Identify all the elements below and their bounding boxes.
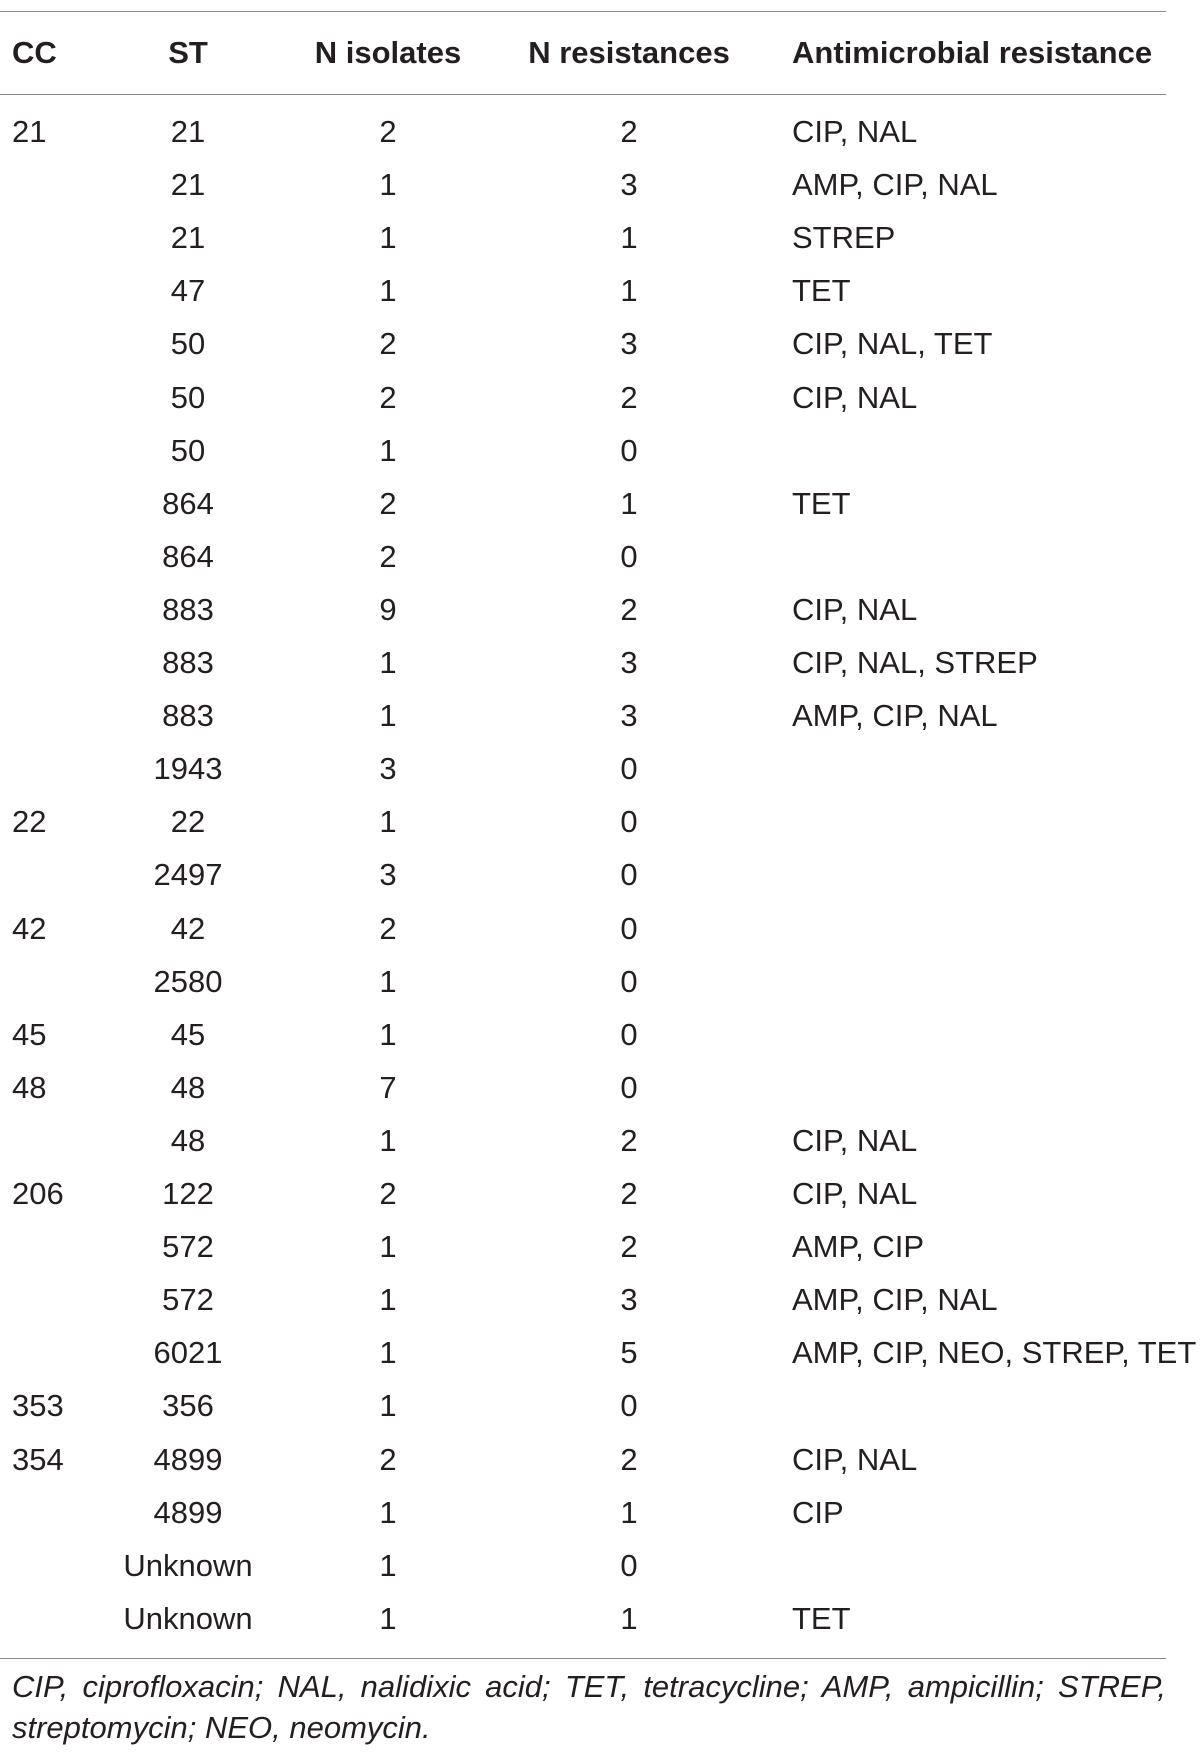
cell-antimicrobial-resistance: AMP, CIP, NAL (792, 167, 998, 203)
cell-n-isolates: 1 (379, 1494, 397, 1530)
cell-antimicrobial-resistance: CIP, NAL, STREP (792, 645, 1038, 680)
header-cc: CC (12, 35, 57, 70)
cell-n-resistances: 0 (620, 538, 638, 574)
cell-n-isolates: 1 (379, 432, 397, 468)
cell-antimicrobial-resistance: AMP, CIP (792, 1229, 925, 1265)
cell-n-resistances: 0 (620, 857, 638, 893)
table-header-row (0, 26, 1200, 79)
top-rule (0, 11, 1166, 12)
header-n-resistances: N resistances (528, 35, 730, 70)
cell-n-resistances: 2 (620, 114, 638, 149)
cell-n-resistances: 0 (620, 1069, 638, 1105)
cell-n-resistances: 2 (620, 1229, 638, 1265)
cell-st: 6021 (153, 1335, 223, 1371)
cell-st: 48 (170, 1069, 206, 1105)
table-row (0, 1326, 1200, 1379)
cell-n-isolates: 1 (379, 1016, 397, 1052)
cell-n-resistances: 0 (620, 910, 638, 946)
cell-n-isolates: 1 (379, 698, 397, 734)
cell-n-resistances: 5 (620, 1335, 638, 1371)
cell-n-isolates: 1 (379, 220, 397, 256)
cell-n-isolates: 3 (379, 857, 397, 893)
cell-n-resistances: 3 (620, 1282, 638, 1318)
cell-n-isolates: 1 (379, 804, 397, 840)
cell-antimicrobial-resistance: TET (792, 273, 851, 309)
cell-n-resistances: 0 (620, 963, 638, 999)
table-row (0, 317, 1200, 370)
cell-n-isolates: 7 (379, 1069, 397, 1105)
cell-antimicrobial-resistance: CIP, NAL (792, 1176, 918, 1211)
table-row (0, 424, 1200, 477)
cell-n-resistances: 2 (620, 1441, 638, 1477)
cell-st: 883 (162, 698, 214, 734)
cell-n-isolates: 1 (379, 273, 397, 309)
cell-n-isolates: 1 (379, 1600, 397, 1636)
table-row (0, 1167, 1200, 1220)
cell-n-isolates: 1 (379, 1547, 397, 1583)
table-row (0, 742, 1200, 795)
cell-st: 864 (162, 485, 214, 521)
table-row (0, 1220, 1200, 1273)
table-row (0, 158, 1200, 211)
cell-antimicrobial-resistance: CIP, NAL (792, 591, 918, 627)
table-row (0, 1061, 1200, 1114)
cell-n-isolates: 1 (379, 1282, 397, 1318)
cell-n-isolates: 1 (379, 167, 397, 203)
table-row (0, 1486, 1200, 1539)
cell-st: 22 (170, 804, 206, 840)
cell-n-resistances: 1 (620, 273, 638, 309)
table-row (0, 848, 1200, 901)
cell-antimicrobial-resistance: CIP, NAL, TET (792, 326, 993, 362)
cell-antimicrobial-resistance: AMP, CIP, NAL (792, 698, 998, 734)
cell-cc: 21 (12, 114, 47, 149)
cell-st: 356 (162, 1388, 214, 1424)
header-n-isolates: N isolates (314, 35, 462, 70)
table-row (0, 1273, 1200, 1326)
cell-n-resistances: 0 (620, 1388, 638, 1424)
bottom-rule (0, 1658, 1166, 1659)
cell-n-isolates: 1 (379, 1229, 397, 1265)
cell-st: 572 (162, 1282, 214, 1318)
cell-st: 2580 (153, 963, 223, 999)
cell-cc: 48 (12, 1069, 47, 1105)
cell-n-resistances: 0 (620, 804, 638, 840)
cell-st: 1943 (153, 751, 223, 787)
cell-antimicrobial-resistance: TET (792, 1600, 851, 1636)
cell-cc: 206 (12, 1176, 64, 1211)
cell-st: 45 (170, 1016, 206, 1052)
table-row (0, 902, 1200, 955)
cell-st: 47 (170, 273, 206, 309)
cell-st: 50 (170, 379, 206, 415)
cell-st: 864 (162, 538, 214, 574)
table-row (0, 1008, 1200, 1061)
cell-n-isolates: 9 (379, 591, 397, 627)
cell-cc: 42 (12, 910, 47, 946)
cell-n-resistances: 3 (620, 645, 638, 680)
cell-n-isolates: 1 (379, 1122, 397, 1158)
cell-n-isolates: 1 (379, 1388, 397, 1424)
cell-antimicrobial-resistance: STREP (792, 220, 896, 256)
table-row (0, 636, 1200, 689)
table-row (0, 371, 1200, 424)
table-row (0, 1433, 1200, 1486)
cell-antimicrobial-resistance: CIP, NAL (792, 1122, 918, 1158)
header-antimicrobial-resistance: Antimicrobial resistance (792, 35, 1153, 70)
table-row (0, 1592, 1200, 1645)
cell-n-isolates: 1 (379, 645, 397, 680)
cell-n-resistances: 3 (620, 698, 638, 734)
table-row (0, 477, 1200, 530)
cell-st: 50 (170, 326, 206, 362)
cell-antimicrobial-resistance: TET (792, 485, 851, 521)
cell-n-resistances: 0 (620, 751, 638, 787)
cell-n-isolates: 2 (379, 1441, 397, 1477)
table-row (0, 1114, 1200, 1167)
cell-cc: 353 (12, 1388, 64, 1424)
cell-n-isolates: 2 (379, 326, 397, 362)
cell-n-resistances: 1 (620, 1494, 638, 1530)
cell-n-resistances: 1 (620, 1600, 638, 1636)
cell-n-resistances: 0 (620, 1547, 638, 1583)
cell-n-resistances: 2 (620, 591, 638, 627)
cell-antimicrobial-resistance: CIP, NAL (792, 1441, 918, 1477)
cell-n-isolates: 2 (379, 1176, 397, 1211)
cell-n-isolates: 2 (379, 485, 397, 521)
cell-st: 21 (170, 167, 206, 203)
cell-st: 883 (162, 591, 214, 627)
cell-st: Unknown (123, 1547, 253, 1583)
cell-n-resistances: 0 (620, 1016, 638, 1052)
cell-n-resistances: 1 (620, 485, 638, 521)
cell-n-isolates: 3 (379, 751, 397, 787)
cell-n-isolates: 2 (379, 538, 397, 574)
cell-n-resistances: 0 (620, 432, 638, 468)
cell-n-isolates: 1 (379, 963, 397, 999)
cell-cc: 22 (12, 804, 47, 840)
table-footnote: CIP, ciprofloxacin; NAL, nalidixic acid; TET, tetracycline; AMP, ampicillin; STREP, streptomycin; NEO, neomycin. (12, 1669, 1166, 1745)
cell-antimicrobial-resistance: AMP, CIP, NAL (792, 1282, 998, 1318)
cell-st: 4899 (153, 1494, 223, 1530)
cell-st: Unknown (123, 1600, 253, 1636)
table-row (0, 211, 1200, 264)
cell-st: 4899 (153, 1441, 223, 1477)
cell-n-resistances: 3 (620, 167, 638, 203)
cell-antimicrobial-resistance: CIP (792, 1494, 844, 1530)
table-row (0, 1539, 1200, 1592)
cell-st: 42 (170, 910, 206, 946)
cell-st: 572 (162, 1229, 214, 1265)
cell-antimicrobial-resistance: CIP, NAL (792, 114, 918, 149)
table-row (0, 689, 1200, 742)
table-row (0, 955, 1200, 1008)
cell-antimicrobial-resistance: CIP, NAL (792, 379, 918, 415)
cell-antimicrobial-resistance: AMP, CIP, NEO, STREP, TET (792, 1335, 1197, 1371)
header-st: ST (168, 35, 208, 70)
cell-cc: 45 (12, 1016, 47, 1052)
cell-n-resistances: 2 (620, 379, 638, 415)
cell-n-resistances: 1 (620, 220, 638, 256)
cell-n-resistances: 3 (620, 326, 638, 362)
cell-n-resistances: 2 (620, 1176, 638, 1211)
cell-n-resistances: 2 (620, 1122, 638, 1158)
table-row (0, 1379, 1200, 1432)
cell-st: 21 (170, 114, 206, 149)
cell-st: 883 (162, 645, 214, 680)
header-rule (0, 94, 1166, 95)
table-row (0, 530, 1200, 583)
cell-cc: 354 (12, 1441, 64, 1477)
cell-st: 2497 (153, 857, 223, 893)
cell-n-isolates: 2 (379, 910, 397, 946)
cell-n-isolates: 2 (379, 379, 397, 415)
cell-st: 50 (170, 432, 206, 468)
table-row (0, 795, 1200, 848)
table-row (0, 105, 1200, 158)
cell-n-isolates: 1 (379, 1335, 397, 1371)
cell-n-isolates: 2 (379, 114, 397, 149)
cell-st: 21 (170, 220, 206, 256)
table-row (0, 264, 1200, 317)
cell-st: 48 (170, 1122, 206, 1158)
table-row (0, 583, 1200, 636)
cell-st: 122 (162, 1176, 214, 1211)
